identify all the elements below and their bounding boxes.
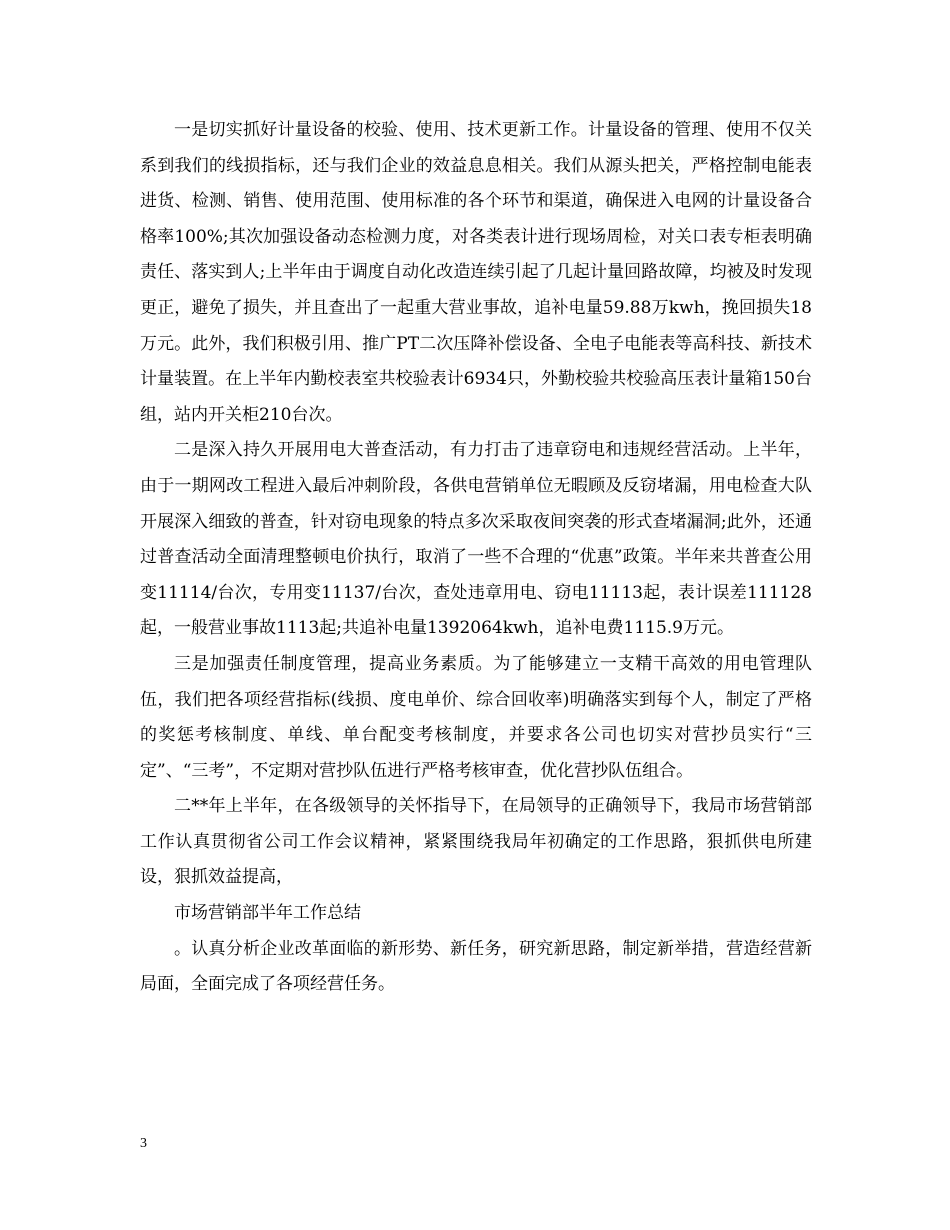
paragraph-summary-title: 市场营销部半年工作总结 xyxy=(174,903,361,924)
paragraph-responsibility-management: 三是加强责任制度管理，提高业务素质。为了能够建立一支精干高效的用电管理队伍，我们把各项经营指标(线损、度电单价、综合回收率)明确落实到每个人，制定了严格的奖惩考核制度、单线、单台配变考核制度，并要求各公司也切实对营抄员实行“三定”、“三考”，不定期对营抄队伍进行严格考核审查，优化营抄队伍组合。 xyxy=(140,653,812,781)
document-body xyxy=(140,113,812,1003)
paragraph-electricity-inspection: 二是深入持久开展用电大普查活动，有力打击了违章窃电和违规经营活动。上半年，由于一期网改工程进入最后冲刺阶段，各供电营销单位无暇顾及反窃堵漏，用电检查大队开展深入细致的普查，针对窃电现象的特点多次采取夜间突袭的形式查堵漏洞;此外，还通过普查活动全面清理整顿电价执行，取消了一些不合理的“优惠”政策。半年来共普查公用变11114/台次，专用变11137/台次，查处违章用电、窃电11113起，表计误差111128起，一般营业事故1113起;共追补电量1392064kwh，追补电费1115.9万元。 xyxy=(140,440,812,639)
paragraph-conclusion: 。认真分析企业改革面临的新形势、新任务，研究新思路，制定新举措，营造经营新局面，全面完成了各项经营任务。 xyxy=(140,938,812,995)
paragraph-half-year-overview: 二**年上半年，在各级领导的关怀指导下，在局领导的正确领导下，我局市场营销部工作认真贯彻省公司工作会议精神，紧紧围绕我局年初确定的工作思路，狠抓供电所建设，狠抓效益提高， xyxy=(140,796,812,888)
paragraph-metering-equipment: 一是切实抓好计量设备的校验、使用、技术更新工作。计量设备的管理、使用不仅关系到我们的线损指标，还与我们企业的效益息息相关。我们从源头把关，严格控制电能表进货、检测、销售、使用范围、使用标准的各个环节和渠道，确保进入电网的计量设备合格率100%;其次加强设备动态检测力度，对各类表计进行现场周检，对关口表专柜表明确责任、落实到人;上半年由于调度自动化改造连续引起了几起计量回路故障，均被及时发现更正，避免了损失，并且查出了一起重大营业事故，追补电量59.88万kwh，挽回损失18万元。此外，我们积极引用、推广PT二次压降补偿设备、全电子电能表等高科技、新技术计量装置。在上半年内勤校表室共校验表计6934只，外勤校验共校验高压表计量箱150台组，站内开关柜210台次。 xyxy=(140,120,812,425)
page-number: 3 xyxy=(140,1136,147,1151)
